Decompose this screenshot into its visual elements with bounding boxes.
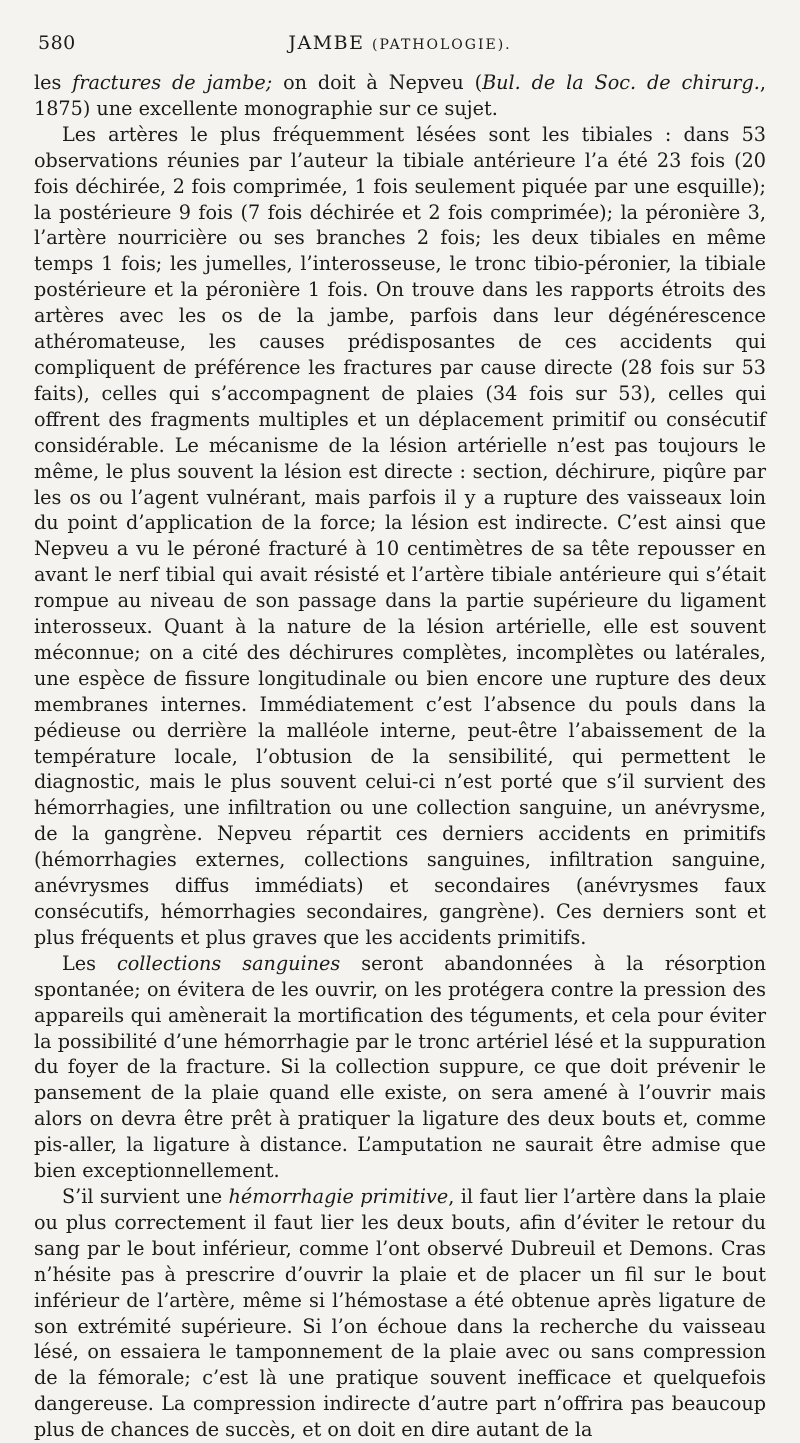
italic-text: collections sanguines xyxy=(116,951,341,975)
running-title-subtitle: (PATHOLOGIE). xyxy=(372,37,512,53)
paragraph xyxy=(34,70,766,122)
paragraph xyxy=(34,122,766,951)
page-number: 580 xyxy=(38,32,76,54)
running-title xyxy=(34,32,766,54)
running-title-main: JAMBE xyxy=(288,32,365,54)
text-segment: , 1875) une excellente monographie sur ce sujet. xyxy=(34,71,766,120)
body-text xyxy=(34,70,766,1443)
italic-text: Bul. de la Soc. de chirurg. xyxy=(482,71,760,94)
italic-text: hémorrhagie primitive xyxy=(228,1184,449,1208)
text-segment: S’il survient une xyxy=(62,1184,229,1208)
text-segment: , il faut lier l’artère dans la plaie ou plus correctement il faut lier les deux bouts, afin d’éviter le retour du sang par le bout inférieur, comme l’ont observé Dubreuil et Demons. Cras n’hésite pas à prescrire d’ouvrir la plaie et de placer un fil sur le bout inférieur de l’artère, même si l’hémostase a été obtenue après ligature de son extrémité supérieure. Si l’on échoue dans la recherche du vaisseau lésé, on essaiera le tamponnement de la plaie avec ou sans compression de la fémorale; c’est là une pratique souvent inefficace et quelquefois dangereuse. La compression indirecte d’autre part n’offrira pas beaucoup plus de chances de succès, et on doit en dire autant de la xyxy=(34,1184,766,1442)
italic-text: fractures de jambe; xyxy=(72,71,273,94)
page-header xyxy=(34,28,766,62)
text-segment: Les xyxy=(62,951,117,975)
text-segment: on doit à Nepveu ( xyxy=(272,71,483,94)
text-segment: Les artères le plus fréquemment lésées sont les tibiales : dans 53 observations réunies par l’auteur la tibiale antérieure l’a été 23 fois (20 fois déchirée, 2 fois comprimée, 1 fois seulement piquée par une esquille); la postérieure 9 fois (7 fois déchirée et 2 fois comprimée); la péronière 3, l’artère nourricière ou ses branches 2 fois; les deux tibiales en même temps 1 fois; les jumelles, l’interosseuse, le tronc tibio-péronier, la tibiale postérieure et la péronière 1 fois. On trouve dans les rapports étroits des artères avec les os de la jambe, parfois dans leur dégénérescence athéromateuse, les causes prédisposantes de ces accidents qui compliquent de préférence les fractures par cause directe (28 fois sur 53 faits), celles qui s’accompagnent de plaies (34 fois sur 53), celles qui offrent des fragments multiples et un déplacement primitif ou consécutif considérable. Le mécanisme de la lésion artérielle n’est pas toujours le même, le plus souvent la lésion est directe : section, déchirure, piqûre par les os ou l’agent vulnérant, mais parfois il y a rupture des vaisseaux loin du point d’application de la force; la lésion est indirecte. C’est ainsi que Nepveu a vu le péroné fracturé à 10 centimètres de sa tête repousser en avant le nerf tibial qui avait résisté et l’artère tibiale antérieure qui s’était rompue au niveau de son passage dans la partie supérieure du ligament interosseux. Quant à la nature de la lésion artérielle, elle est souvent méconnue; on a cité des déchirures complètes, incomplètes ou latérales, une espèce de fissure longitudinale ou bien encore une rupture des deux membranes internes. Immédiatement c’est l’absence du pouls dans la pédieuse ou derrière la malléole interne, peut-être l’abaissement de la température locale, l’obtusion de la sensibilité, qui permettent le diagnostic, mais le plus souvent celui-ci n’est porté que s’il survient des hémorrhagies, une infiltration ou une collection sanguine, un anévrysme, de la gangrène. Nepveu répartit ces derniers accidents en primitifs (hémorrhagies externes, collections sanguines, infiltration sanguine, anévrysmes diffus immédiats) et secondaires (anévrysmes faux consécutifs, hémorrhagies secondaires, gangrène). Ces derniers sont et plus fréquents et plus graves que les accidents primitifs. xyxy=(34,122,766,949)
text-segment: les xyxy=(34,71,73,94)
text-segment: seront abandonnées à la résorption spontanée; on évitera de les ouvrir, on les protégera contre la pression des appareils qui amènerait la mortification des téguments, et cela pour éviter la possibilité d’une hémorrhagie par le tronc artériel lésé et la suppuration du foyer de la fracture. Si la collection suppure, ce que doit prévenir le pansement de la plaie quand elle existe, on sera amené à l’ouvrir mais alors on devra être prêt à pratiquer la ligature des deux bouts et, comme pis-aller, la ligature à distance. L’amputation ne saurait être admise que bien exceptionnellement. xyxy=(34,951,766,1183)
paragraph xyxy=(34,1184,766,1443)
paragraph xyxy=(34,951,766,1184)
